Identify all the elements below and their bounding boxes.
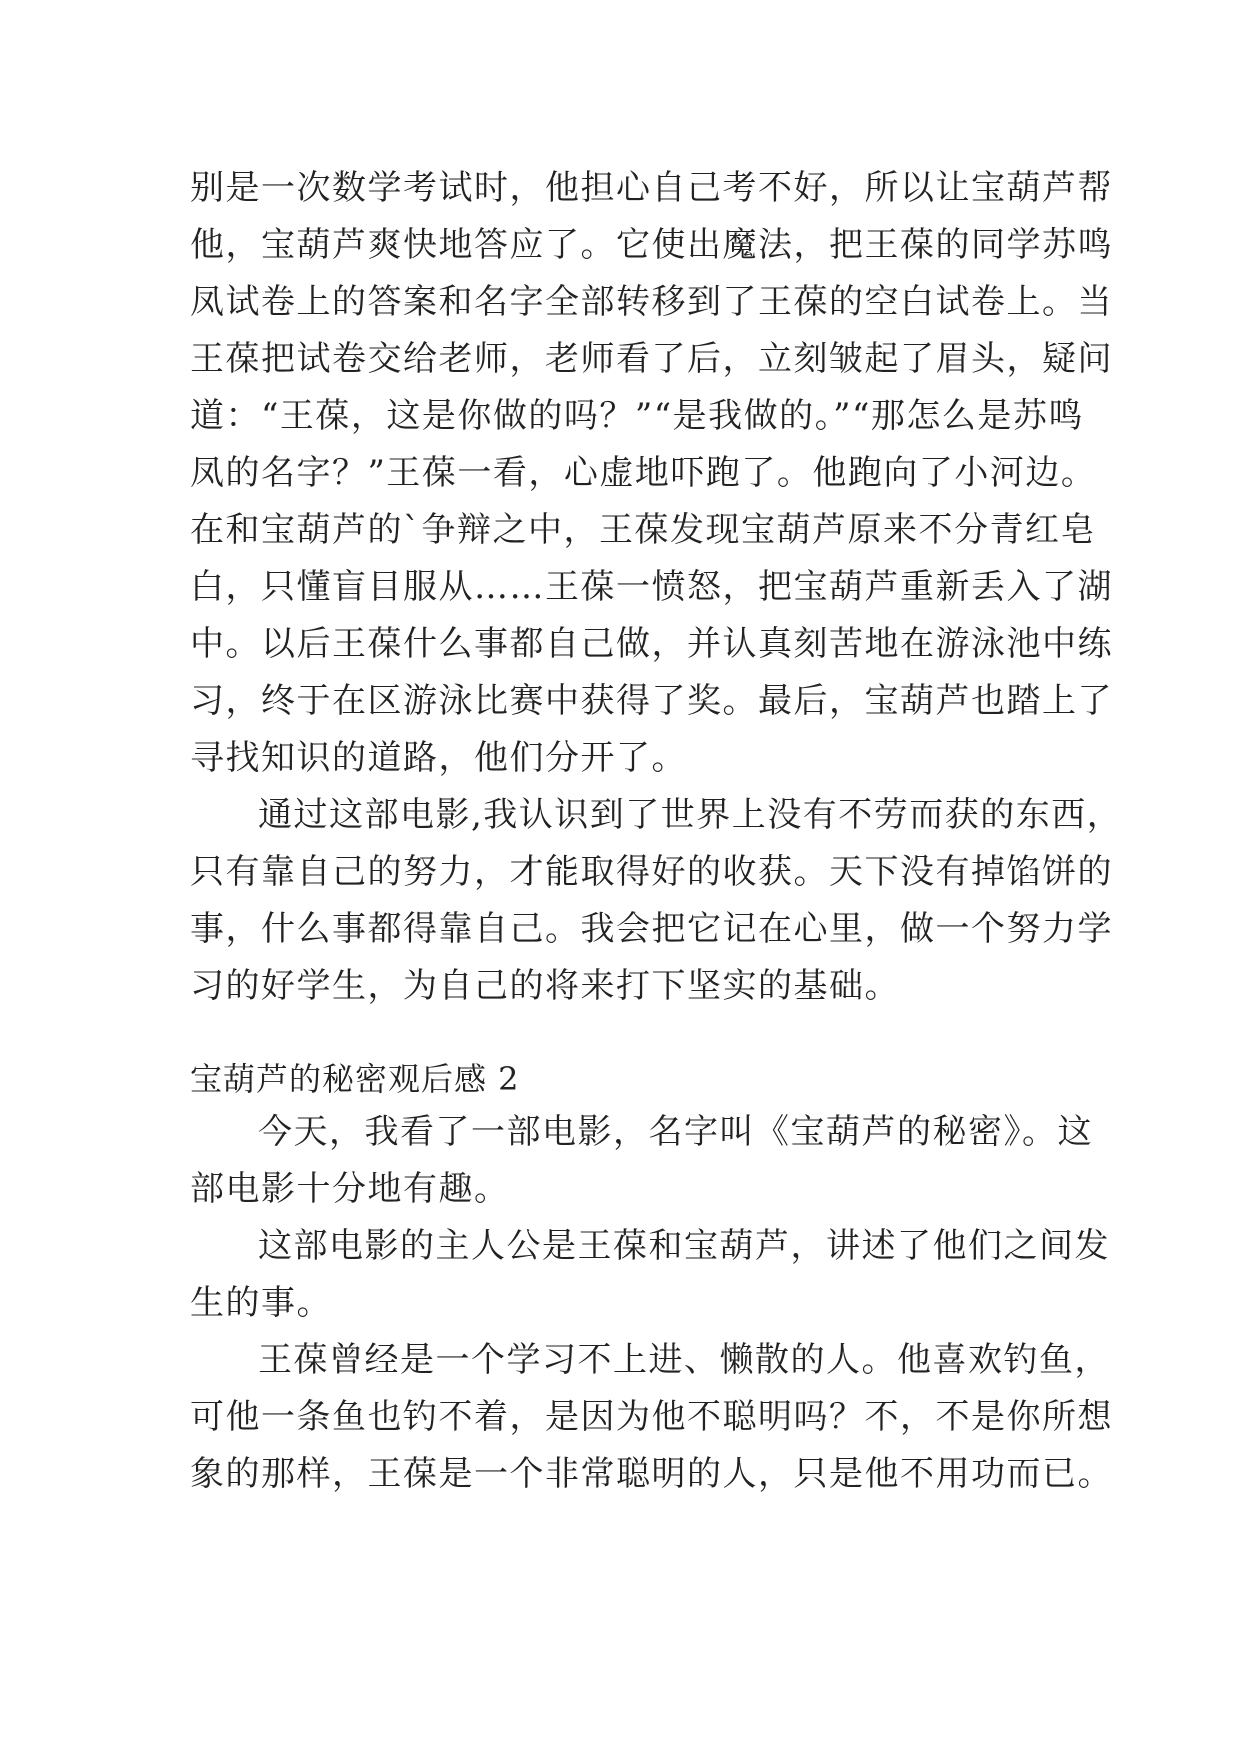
text-line: 习的好学生，为自己的将来打下坚实的基础。 [190,966,900,1006]
section-title: 宝葫芦的秘密观后感 2 [190,1060,520,1098]
text-line: 白，只懂盲目服从……王葆一愤怒，把宝葫芦重新丢入了湖 [190,567,1113,607]
document-page [190,160,1123,1503]
text-line: 凤试卷上的答案和名字全部转移到了王葆的空白试卷上。当 [190,282,1113,322]
paragraph-1 [190,160,1113,787]
text-line: 王葆曾经是一个学习不上进、懒散的人。他喜欢钓鱼， [258,1340,1110,1380]
text-line: 寻找知识的道路，他们分开了。 [190,738,687,778]
text-line: 在和宝葫芦的`争辩之中，王葆发现宝葫芦原来不分青红皂 [190,510,1096,550]
section-spacer [190,1015,1070,1054]
text-line: 王葆把试卷交给老师，老师看了后，立刻皱起了眉头，疑问 [190,339,1113,379]
paragraph-5 [190,1332,1113,1503]
text-line: 今天，我看了一部电影，名字叫《宝葫芦的秘密》。这 [258,1112,1093,1152]
text-line: 通过这部电影,我认识到了世界上没有不劳而获的东西， [258,795,1123,835]
text-line: 习，终于在区游泳比赛中获得了奖。最后，宝葫芦也踏上了 [190,681,1113,721]
paragraph-4 [190,1218,1110,1332]
text-line: 这部电影的主人公是王葆和宝葫芦，讲述了他们之间发 [258,1226,1110,1266]
paragraph-3 [190,1104,1093,1218]
text-line: 部电影十分地有趣。 [190,1169,510,1209]
text-line: 凤的名字？”王葆一看，心虚地吓跑了。他跑向了小河边。 [190,453,1097,493]
text-line: 象的那样，王葆是一个非常聪明的人，只是他不用功而已。 [190,1454,1113,1494]
text-line: 道：“王葆，这是你做的吗？”“是我做的。”“那怎么是苏鸣 [190,396,1084,436]
text-line: 事，什么事都得靠自己。我会把它记在心里，做一个努力学 [190,909,1113,949]
text-line: 他，宝葫芦爽快地答应了。它使出魔法，把王葆的同学苏鸣 [190,225,1113,265]
text-line: 别是一次数学考试时，他担心自己考不好，所以让宝葫芦帮 [190,168,1113,208]
text-line: 生的事。 [190,1283,332,1323]
paragraph-2 [190,787,1123,1015]
text-line: 可他一条鱼也钓不着，是因为他不聪明吗？不，不是你所想 [190,1397,1113,1437]
text-line: 只有靠自己的努力，才能取得好的收获。天下没有掉馅饼的 [190,852,1113,892]
text-line: 中。以后王葆什么事都自己做，并认真刻苦地在游泳池中练 [190,624,1113,664]
